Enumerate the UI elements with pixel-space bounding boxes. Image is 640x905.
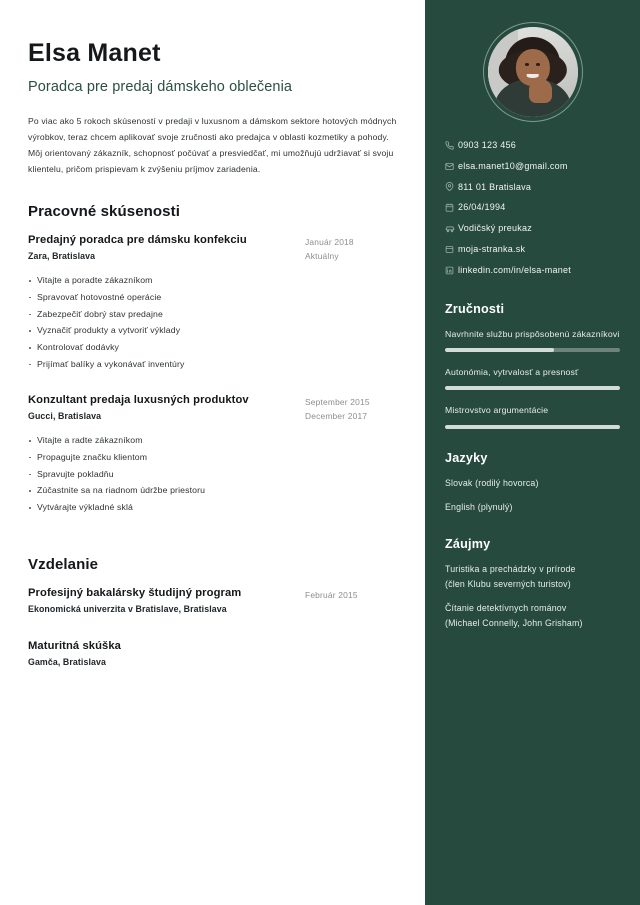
car-icon bbox=[445, 224, 458, 234]
list-item: Spravovať hotovostné operácie bbox=[28, 289, 397, 306]
avatar-ring bbox=[483, 22, 583, 122]
education-entry-header bbox=[28, 587, 397, 614]
skill-label: Autonómia, vytrvalosť a presnosť bbox=[445, 366, 579, 377]
education-date: Február 2015 bbox=[305, 589, 358, 600]
sidebar bbox=[425, 0, 640, 905]
education-date-range bbox=[305, 640, 397, 642]
job-date-range bbox=[305, 394, 397, 424]
contact-phone[interactable] bbox=[445, 140, 620, 151]
location-icon bbox=[445, 182, 458, 191]
education-entry bbox=[28, 640, 397, 667]
skill-item bbox=[445, 403, 620, 428]
interest-item-detail: (člen Klubu severných turistov) bbox=[445, 579, 571, 590]
education-entry bbox=[28, 587, 397, 614]
skill-label: Navrhnite službu prispôsobenú zákazníkovi bbox=[445, 328, 620, 339]
experience-entry-header bbox=[28, 234, 397, 264]
contact-driving-licence-text: Vodičský preukaz bbox=[458, 223, 533, 234]
skills-section bbox=[445, 302, 620, 429]
experience-entry-text bbox=[28, 394, 305, 421]
education-date-range bbox=[305, 587, 397, 603]
profile-summary: Po viac ako 5 rokoch skúseností v predaji v luxusnom a dámskom sektore hotových módnych výrobkov, teraz chcem aplikovať svoje zručnosti ako predajca v oblasti kozmetiky a pohody. Môj orientovaný zákazník, schopnosť počúvať a presviedčať, mi umožňujú udržiavať si svoju klientelu, pričom prispievam k zvýšeniu príjmov zariadenia. bbox=[28, 115, 397, 174]
education-entry-text bbox=[28, 587, 305, 614]
interest-item: Turistika a prechádzky v prírode bbox=[445, 564, 576, 575]
list-item: Vitajte a radte zákazníkom bbox=[28, 432, 397, 449]
linkedin-icon bbox=[445, 266, 458, 275]
list-item: Zúčastnite sa na riadnom údržbe priestoru bbox=[28, 482, 397, 499]
job-date-start: September 2015 bbox=[305, 397, 370, 408]
list-item: Propagujte značku klientom bbox=[28, 449, 397, 466]
calendar-icon bbox=[445, 203, 458, 212]
skill-bar-fill bbox=[445, 386, 620, 390]
list-item: Spravujte pokladňu bbox=[28, 466, 397, 483]
education-school: Gamča, Bratislava bbox=[28, 656, 106, 667]
list-item: Prijímať balíky a vykonávať inventúry bbox=[28, 356, 397, 373]
experience-entry-header bbox=[28, 394, 397, 424]
phone-icon bbox=[445, 141, 458, 150]
interest-item: Čítanie detektívnych románov bbox=[445, 603, 567, 614]
contact-driving-licence[interactable] bbox=[445, 223, 620, 234]
spacer bbox=[28, 538, 397, 556]
language-item: English (plynulý) bbox=[445, 501, 513, 512]
list-item: Vitajte a poradte zákazníkom bbox=[28, 272, 397, 289]
list-item: Vytvárajte výkladné sklá bbox=[28, 499, 397, 516]
contact-linkedin[interactable] bbox=[445, 265, 620, 276]
job-organization: Zara, Bratislava bbox=[28, 251, 96, 262]
avatar bbox=[488, 27, 578, 117]
contact-website-text: moja-stranka.sk bbox=[458, 243, 526, 254]
skill-bar-fill bbox=[445, 348, 554, 352]
education-entry-header bbox=[28, 640, 397, 667]
spacer bbox=[28, 630, 397, 640]
section-title-languages: Jazyky bbox=[445, 450, 488, 465]
skill-bar-track bbox=[445, 348, 620, 352]
section-title-experience: Pracovné skúsenosti bbox=[28, 203, 180, 221]
experience-entry bbox=[28, 234, 397, 372]
language-item: Slovak (rodilý hovorca) bbox=[445, 477, 539, 488]
avatar-smile bbox=[526, 74, 539, 79]
contact-website[interactable] bbox=[445, 244, 620, 255]
contact-birthdate[interactable] bbox=[445, 202, 620, 213]
job-date-end: Aktuálny bbox=[305, 251, 339, 262]
page-title: Elsa Manet bbox=[28, 39, 161, 67]
education-degree: Profesijný bakalársky študijný program bbox=[28, 586, 242, 599]
skill-item bbox=[445, 365, 620, 390]
contact-location[interactable] bbox=[445, 182, 620, 193]
education-degree: Maturitná skúška bbox=[28, 639, 121, 652]
education-school: Ekonomická univerzita v Bratislave, Bratislava bbox=[28, 603, 227, 614]
experience-entry bbox=[28, 394, 397, 515]
job-headline: Poradca pre predaj dámskeho oblečenia bbox=[28, 78, 293, 95]
list-item: Kontrolovať dodávky bbox=[28, 339, 397, 356]
job-role: Konzultant predaja luxusných produktov bbox=[28, 394, 249, 407]
skill-bar-track bbox=[445, 386, 620, 390]
education-entry-text bbox=[28, 640, 305, 667]
skill-bar-track bbox=[445, 425, 620, 429]
avatar-face bbox=[515, 49, 549, 87]
list-item: Vyznačiť produkty a vytvoriť výklady bbox=[28, 322, 397, 339]
contact-birthdate-text: 26/04/1994 bbox=[458, 202, 506, 213]
languages-section bbox=[445, 451, 620, 515]
contact-location-text: 811 01 Bratislava bbox=[458, 181, 532, 192]
list-item: Zabezpečiť dobrý stav predajne bbox=[28, 306, 397, 323]
sidebar-content bbox=[425, 140, 640, 632]
contact-email[interactable] bbox=[445, 161, 620, 172]
skill-bar-fill bbox=[445, 425, 620, 429]
section-title-education: Vzdelanie bbox=[28, 555, 99, 573]
job-date-range bbox=[305, 234, 397, 264]
contact-list bbox=[445, 140, 620, 276]
interests-section bbox=[445, 537, 620, 632]
contact-linkedin-text: linkedin.com/in/elsa-manet bbox=[458, 264, 572, 275]
skill-item bbox=[445, 327, 620, 352]
interest-item-detail: (Michael Connelly, John Grisham) bbox=[445, 618, 583, 629]
job-date-start: Január 2018 bbox=[305, 237, 354, 248]
job-bullet-list bbox=[28, 432, 397, 516]
contact-email-text: elsa.manet10@gmail.com bbox=[458, 160, 568, 171]
job-date-end: December 2017 bbox=[305, 411, 368, 422]
job-bullet-list bbox=[28, 272, 397, 372]
section-title-skills: Zručnosti bbox=[445, 301, 505, 316]
email-icon bbox=[445, 162, 458, 171]
skill-label: Mistrovstvo argumentácie bbox=[445, 405, 549, 416]
experience-entry-text bbox=[28, 234, 305, 261]
contact-phone-text: 0903 123 456 bbox=[458, 140, 517, 150]
job-role: Predajný poradca pre dámsku konfekciu bbox=[28, 234, 247, 247]
avatar-container bbox=[425, 0, 640, 140]
job-organization: Gucci, Bratislava bbox=[28, 411, 102, 422]
website-icon bbox=[445, 245, 458, 254]
section-title-interests: Záujmy bbox=[445, 537, 491, 552]
